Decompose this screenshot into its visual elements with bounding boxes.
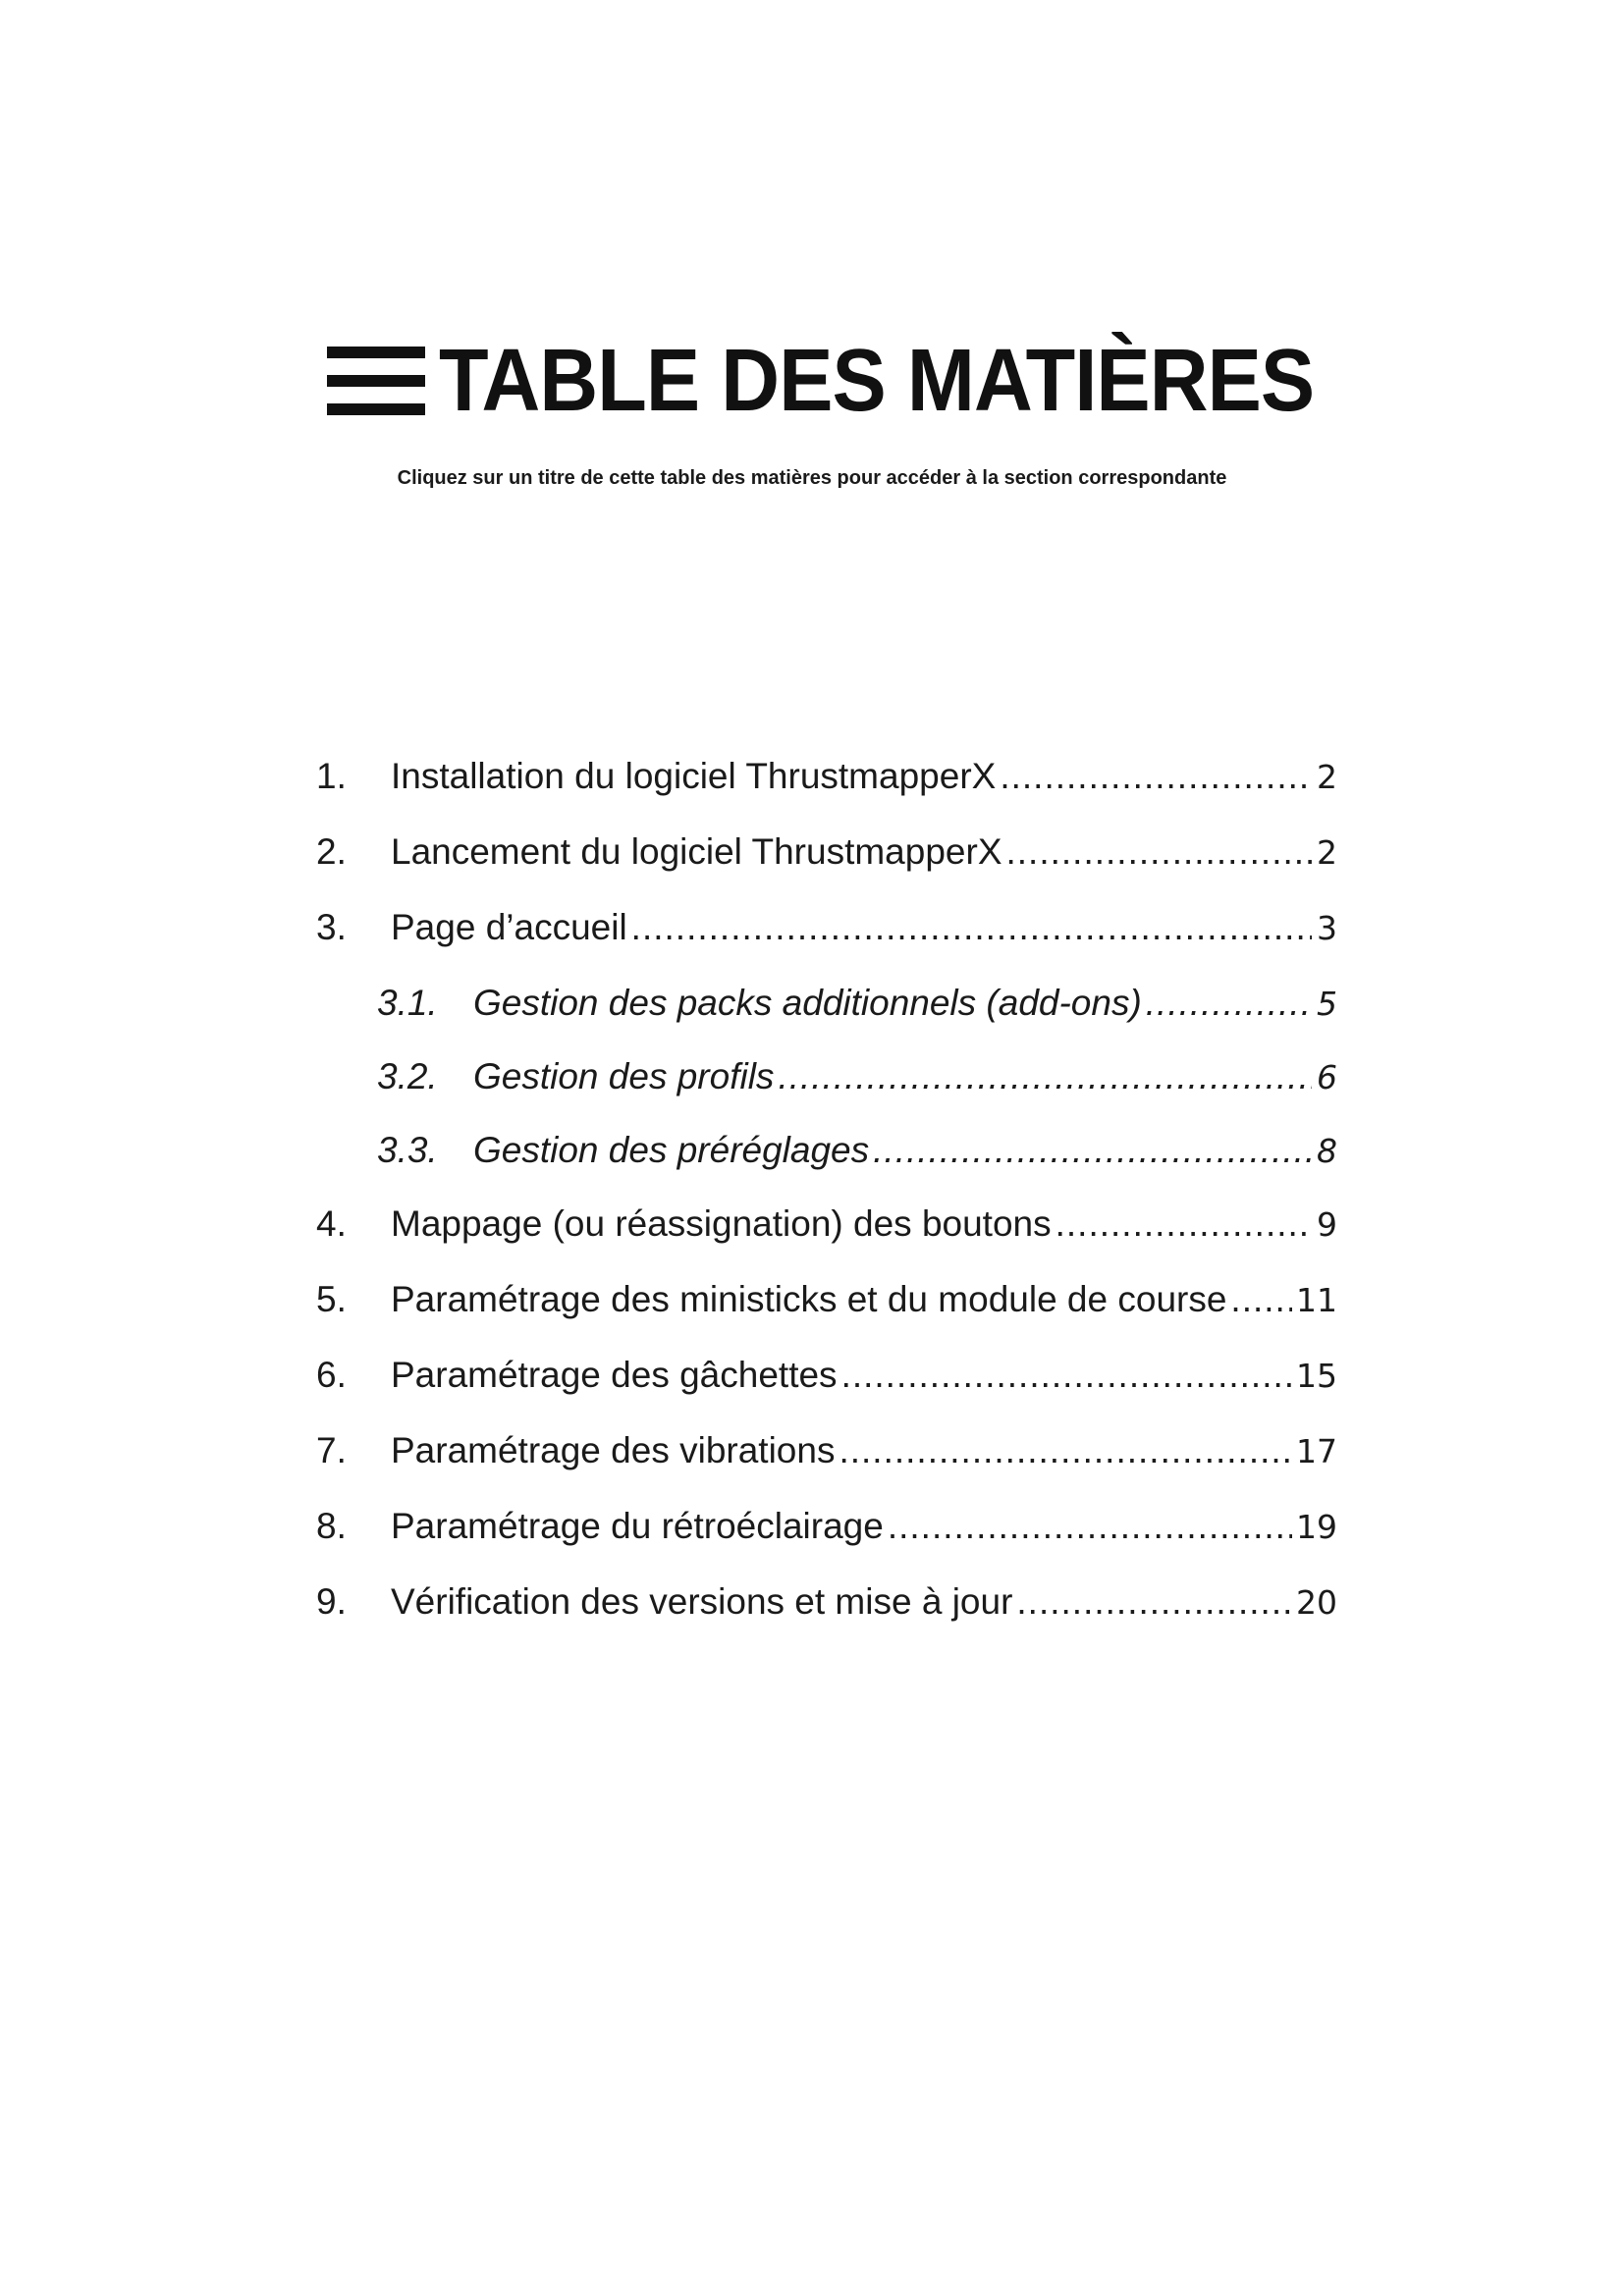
- toc-entry-3[interactable]: [316, 907, 1337, 983]
- toc-entry-page: 15: [1296, 1357, 1337, 1395]
- toc-entry-1[interactable]: [316, 756, 1337, 831]
- toc-entry-label: Vérification des versions et mise à jour: [391, 1581, 1013, 1622]
- toc-entry-6[interactable]: [316, 1355, 1337, 1430]
- page-title: TABLE DES MATIÈRES: [439, 332, 1315, 430]
- toc-entry-number: 3.1.: [377, 983, 438, 1023]
- toc-entry-label: Lancement du logiciel ThrustmapperX: [391, 831, 1002, 872]
- toc-entry-2[interactable]: [316, 831, 1337, 907]
- toc-leader-dots: [1146, 983, 1312, 1024]
- toc-entry-label: Installation du logiciel ThrustmapperX: [391, 756, 997, 796]
- toc-entry-label: Gestion des packs additionnels (add-ons): [473, 983, 1142, 1023]
- menu-lines-icon: [327, 347, 425, 415]
- toc-leader-dots: [778, 1056, 1312, 1097]
- toc-entry-label: Gestion des préréglages: [473, 1130, 870, 1170]
- toc-entry-number: 8.: [316, 1506, 347, 1546]
- toc-entry-number: 2.: [316, 831, 347, 872]
- toc-entry-page: 20: [1296, 1583, 1337, 1622]
- title-block: [327, 332, 1390, 430]
- toc-entry-number: 4.: [316, 1203, 347, 1244]
- toc-leader-dots: [1056, 1203, 1312, 1245]
- toc-leader-dots: [888, 1506, 1292, 1547]
- toc-entry-9[interactable]: [316, 1581, 1337, 1657]
- toc-leader-dots: [1230, 1279, 1292, 1320]
- toc-entry-3-2[interactable]: [316, 1056, 1337, 1130]
- toc-leader-dots: [839, 1430, 1292, 1471]
- toc-entry-3-3[interactable]: [316, 1130, 1337, 1203]
- toc-entry-number: 3.2.: [377, 1056, 438, 1096]
- toc-entry-number: 7.: [316, 1430, 347, 1470]
- toc-entry-number: 5.: [316, 1279, 347, 1319]
- toc-entry-page: 8: [1317, 1132, 1337, 1170]
- toc-entry-page: 2: [1317, 833, 1337, 872]
- toc-entry-7[interactable]: [316, 1430, 1337, 1506]
- toc-entry-page: 17: [1296, 1432, 1337, 1470]
- toc-entry-page: 2: [1317, 758, 1337, 796]
- toc-entry-page: 9: [1317, 1205, 1337, 1244]
- toc-entry-number: 6.: [316, 1355, 347, 1395]
- toc-entry-label: Mappage (ou réassignation) des boutons: [391, 1203, 1052, 1244]
- page-subtitle: Cliquez sur un titre de cette table des matières pour accéder à la section correspondante: [397, 467, 1227, 489]
- table-of-contents: [316, 756, 1337, 1657]
- toc-entry-number: 9.: [316, 1581, 347, 1622]
- toc-entry-label: Gestion des profils: [473, 1056, 775, 1096]
- toc-entry-page: 3: [1317, 909, 1337, 947]
- toc-leader-dots: [841, 1355, 1292, 1396]
- toc-entry-number: 3.: [316, 907, 347, 947]
- toc-entry-number: 3.3.: [377, 1130, 438, 1170]
- toc-entry-label: Paramétrage des ministicks et du module de course: [391, 1279, 1227, 1319]
- toc-entry-3-1[interactable]: [316, 983, 1337, 1056]
- toc-leader-dots: [873, 1130, 1312, 1171]
- toc-entry-page: 6: [1317, 1058, 1337, 1096]
- toc-entry-4[interactable]: [316, 1203, 1337, 1279]
- toc-leader-dots: [1006, 831, 1313, 873]
- toc-entry-page: 5: [1317, 985, 1337, 1023]
- toc-leader-dots: [631, 907, 1312, 948]
- toc-entry-number: 1.: [316, 756, 347, 796]
- toc-entry-page: 11: [1296, 1281, 1337, 1319]
- toc-entry-5[interactable]: [316, 1279, 1337, 1355]
- toc-entry-page: 19: [1296, 1508, 1337, 1546]
- toc-entry-label: Paramétrage des gâchettes: [391, 1355, 838, 1395]
- toc-entry-label: Paramétrage des vibrations: [391, 1430, 836, 1470]
- toc-entry-8[interactable]: [316, 1506, 1337, 1581]
- toc-entry-label: Page d’accueil: [391, 907, 627, 947]
- toc-entry-label: Paramétrage du rétroéclairage: [391, 1506, 884, 1546]
- toc-leader-dots: [1000, 756, 1312, 797]
- toc-leader-dots: [1016, 1581, 1292, 1623]
